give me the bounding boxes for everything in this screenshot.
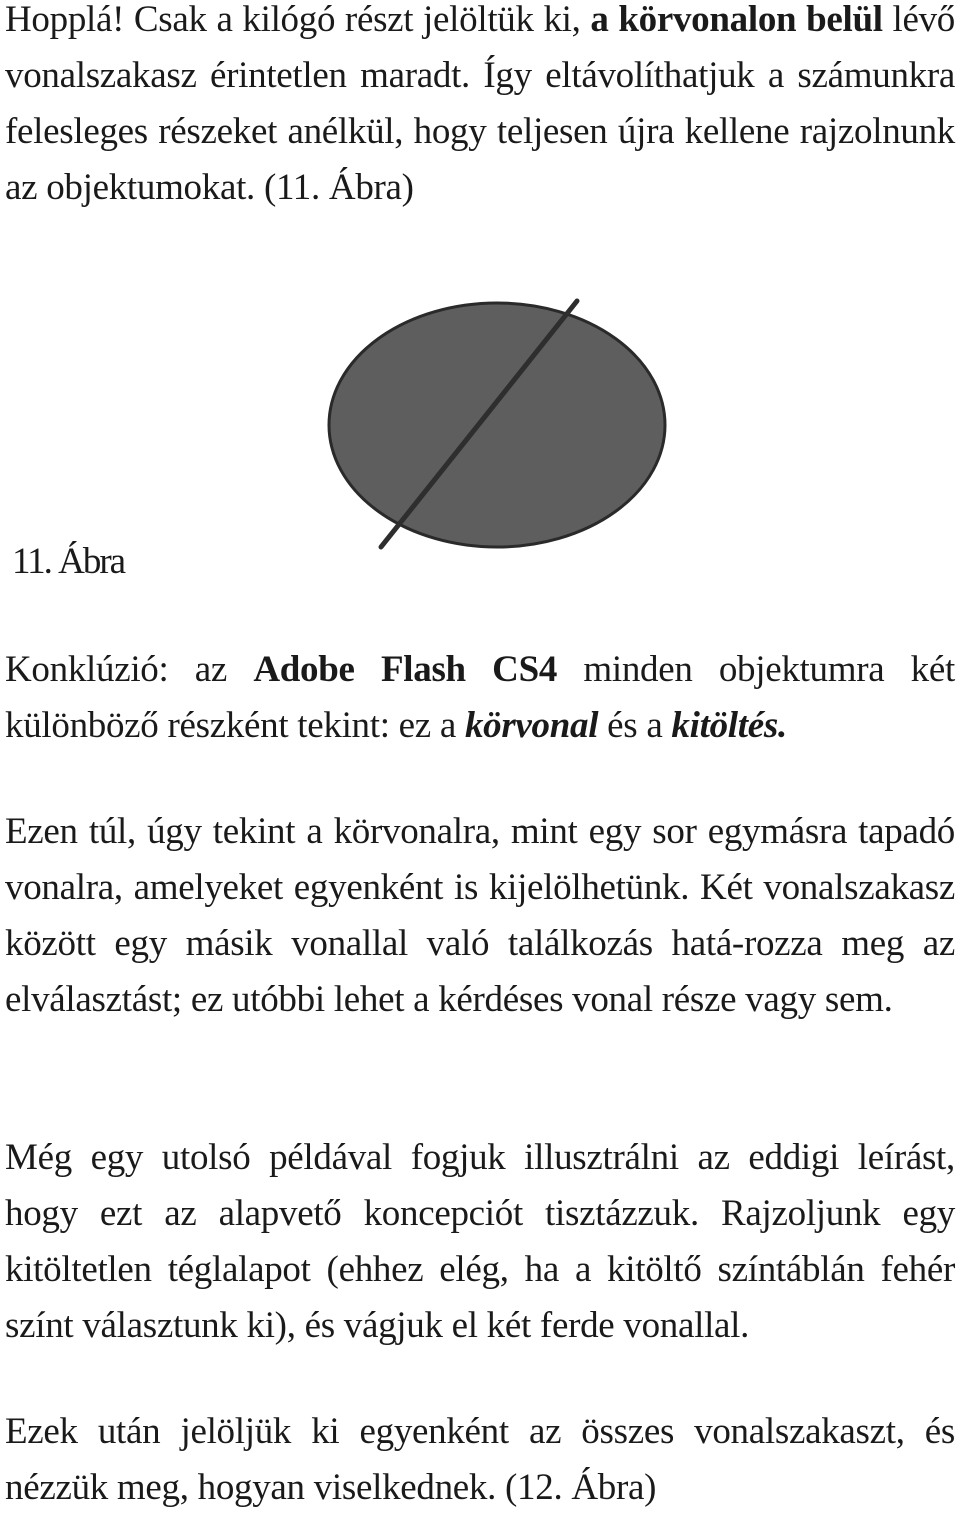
paragraph-intro-text-2: lévő vonalszakasz érintetlen maradt. Így eltávolíthatjuk a számunkra felesleges részeket anélkül, hogy teljesen újra kellene rajzolnunk az objektumokat. (11. Ábra)	[5, 0, 955, 208]
paragraph-intro-text-1: Hopplá! Csak a kilógó részt jelöltük ki,	[5, 0, 591, 40]
term-fill: kitöltés.	[671, 705, 787, 746]
paragraph-conclusion-text-1: Konklúzió: az	[5, 649, 254, 690]
paragraph-conclusion	[5, 642, 955, 754]
figure-caption: 11. Ábra	[12, 541, 125, 582]
paragraph-select-segments: Ezek után jelöljük ki egyenként az összes vonalszakaszt, és nézzük meg, hogyan viselkednek. (12. Ábra)	[5, 1411, 955, 1508]
term-stroke: körvonal	[464, 705, 599, 746]
paragraph-intro	[5, 0, 955, 216]
paragraph-conclusion-text-3: és a	[598, 705, 672, 746]
product-name: Adobe Flash CS4	[253, 649, 558, 690]
paragraph-intro-bold: a körvonalon belül	[590, 0, 883, 40]
paragraph-conclusion-text-2: minden objektumra két különböző részként tekint: ez a	[5, 649, 955, 746]
paragraph-stroke-explanation: Ezen túl, úgy tekint a körvonalra, mint egy sor egymásra tapadó vonalra, amelyeket egyenként is kijelölhetünk. Két vonalszakasz között egy másik vonallal való találkozás hatá-rozza meg az elválasztást; ez utóbbi lehet a kérdéses vonal része vagy sem.	[5, 811, 955, 1020]
paragraph-final-example: Még egy utolsó példával fogjuk illusztrálni az eddigi leírást, hogy ezt az alapvető koncepciót tisztázzuk. Rajzoljunk egy kitöltetlen téglalapot (ehhez elég, ha a kitöltő színtáblán fehér színt választunk ki), és vágjuk el két ferde vonallal.	[5, 1137, 955, 1346]
figure-ellipse-illustration	[325, 298, 670, 550]
ellipse-fill-shape	[329, 303, 665, 547]
